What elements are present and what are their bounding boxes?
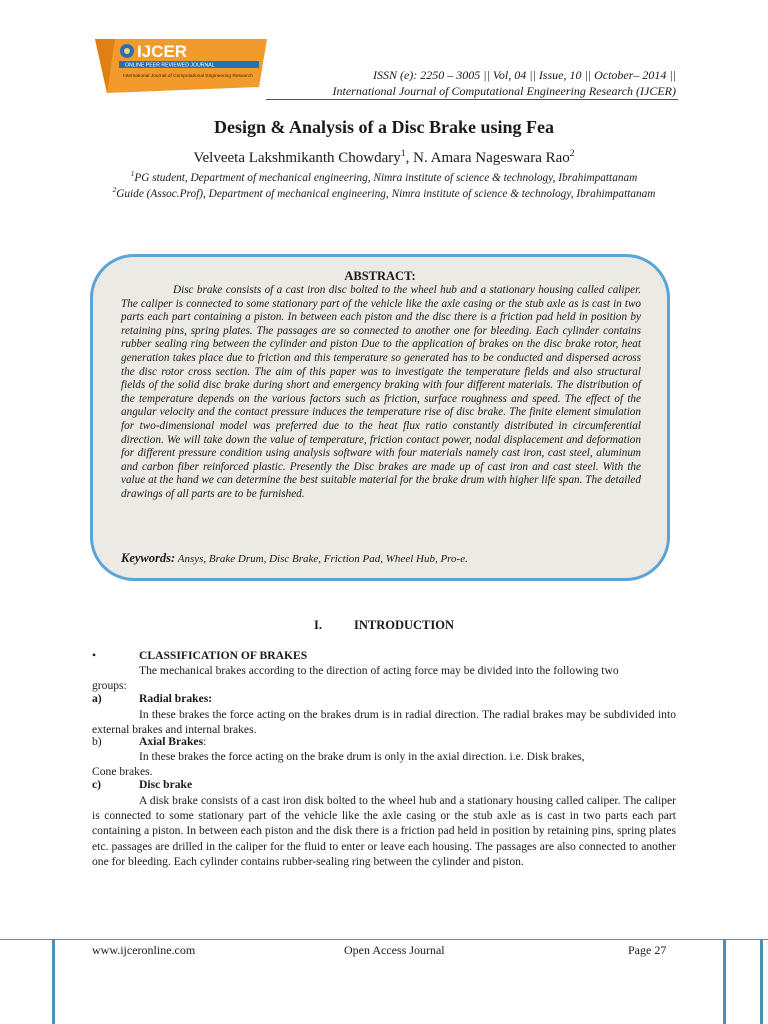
ijcer-logo	[89, 35, 269, 95]
footer-center: Open Access Journal	[344, 943, 445, 957]
logo-subtitle: International Journal of Computational Engineering Research	[123, 74, 253, 79]
aff-2-sup: 2	[112, 185, 117, 194]
footer-website: www.ijceronline.com	[92, 943, 196, 957]
aff-2-text: Guide (Assoc.Prof), Department of mechanical engineering, Nimra institute of science & technology, Ibrahimpattanam	[116, 187, 656, 200]
keywords-list: Ansys, Brake Drum, Disc Brake, Friction Pad, Wheel Hub, Pro-e.	[175, 553, 468, 565]
keywords-label: Keywords:	[121, 551, 176, 565]
author-1-sup: 1	[400, 148, 406, 159]
affiliation-2	[70, 183, 698, 201]
classification-heading: CLASSIFICATION OF BRAKES	[139, 649, 308, 662]
item-b-text-2: Cone brakes.	[92, 765, 153, 778]
abstract-text: Disc brake consists of a cast iron disc bolted to the wheel hub and a stationary housing called caliper. The caliper is connected to some stationary part of the vehicle like the axle casing or the stub axle as is cast in two parts each part containing a piston. In between each piston and the disc there is a friction pad held in position by retaining pins, spring plates. The passages are so connected to another one for bleeding. Each cylinder contains rubber sealing ring between the cylinder and piston Due to the application of brakes on the disc brake rotor, heat generation takes place due to friction and this temperature so generated has to be conducted and dispersed across the disc rotor cross section. The aim of this paper was to investigate the temperature fields and also structural fields of the solid disc brake during short and emergency braking with four different materials. The distribution of the temperature depends on the various factors such as friction, surface roughness and speed. The effect of the angular velocity and the contact pressure induces the temperature rise of disc brake. The finite element simulation for two-dimensional model was preferred due to the heat flux ratio constantly distributed in circumferential direction. We will take down the value of temperature, friction contact power, nodal displacement and deformation for different pressure condition using analysis software with four materials namely cast iron, cast steel, aluminum and carbon fiber reinforced plastic. Presently the Disc brakes are made up of cast iron and cast steel. With the value at the hand we can determine the best suitable material for the brake drum with higher life span. The detailed drawings of all parts are to be furnished.	[121, 284, 641, 500]
footer-bar-right-2	[760, 939, 763, 1024]
footer-page: Page 27	[628, 943, 667, 957]
paper-title: Design & Analysis of a Disc Brake using Fea	[213, 117, 555, 137]
authors	[0, 148, 768, 167]
author-1: Velveeta Lakshmikanth Chowdary	[193, 150, 401, 166]
issn-line: ISSN (e): 2250 – 3005 || Vol, 04 || Issue, 10 || October– 2014 ||	[372, 68, 676, 82]
logo-text: IJCER	[137, 42, 188, 61]
journal-line: International Journal of Computational Engineering Research (IJCER)	[332, 84, 676, 98]
classification-text-2: groups:	[92, 679, 127, 692]
item-b-mark: b)	[92, 735, 102, 748]
keywords	[121, 551, 468, 566]
bullet: •	[92, 649, 97, 662]
item-b-colon: :	[203, 735, 207, 748]
aff-1-text: PG student, Department of mechanical engineering, Nimra institute of science & technology, Ibrahimpattanam	[134, 171, 638, 184]
classification-text-1: The mechanical brakes according to the direction of acting force may be divided into the following two	[139, 664, 619, 677]
item-c-title: Disc brake	[139, 778, 193, 791]
item-b-title: Axial Brakes	[139, 735, 204, 748]
item-b-heading	[139, 735, 206, 748]
abstract-heading: ABSTRACT:	[344, 269, 416, 283]
item-a-text: In these brakes the force acting on the brakes drum is in radial direction. The radial brakes may be subdivided into external brakes and internal brakes.	[92, 708, 676, 737]
item-a-mark: a)	[92, 692, 102, 705]
footer-rule	[0, 939, 768, 940]
item-b-text-1: In these brakes the force acting on the brake drum is only in the axial direction. i.e. Disk brakes,	[139, 750, 585, 763]
footer-bar-left	[52, 939, 55, 1024]
section-title: INTRODUCTION	[353, 618, 454, 632]
footer-bar-right-1	[723, 939, 726, 1024]
author-separator: ,	[405, 150, 414, 166]
section-number: I.	[313, 618, 322, 632]
logo-tagline: ONLINE PEER REVIEWED JOURNAL	[125, 62, 215, 69]
item-c-text: A disk brake consists of a cast iron disk bolted to the wheel hub and a stationary housing called caliper. The caliper is connected to some stationary part of the vehicle like the axle casing or the stub axle as is cast in two parts each part containing a piston. In between each piston and the disk there is a friction pad held in position by retaining pins, spring plates etc. passages are drilled in the caliper for the fluid to enter or leave each housing. The passages are also connected to another one for bleeding. Each cylinder contains rubber-sealing ring between the cylinder and piston.	[92, 794, 676, 868]
header-rule	[266, 99, 678, 100]
item-c-mark: c)	[92, 778, 102, 791]
aff-1-sup: 1	[130, 169, 135, 178]
abstract-box	[90, 254, 670, 581]
item-a-title: Radial brakes:	[139, 692, 213, 705]
section-heading	[0, 618, 768, 633]
author-2: N. Amara Nageswara Rao	[413, 150, 570, 166]
author-2-sup: 2	[569, 148, 575, 159]
